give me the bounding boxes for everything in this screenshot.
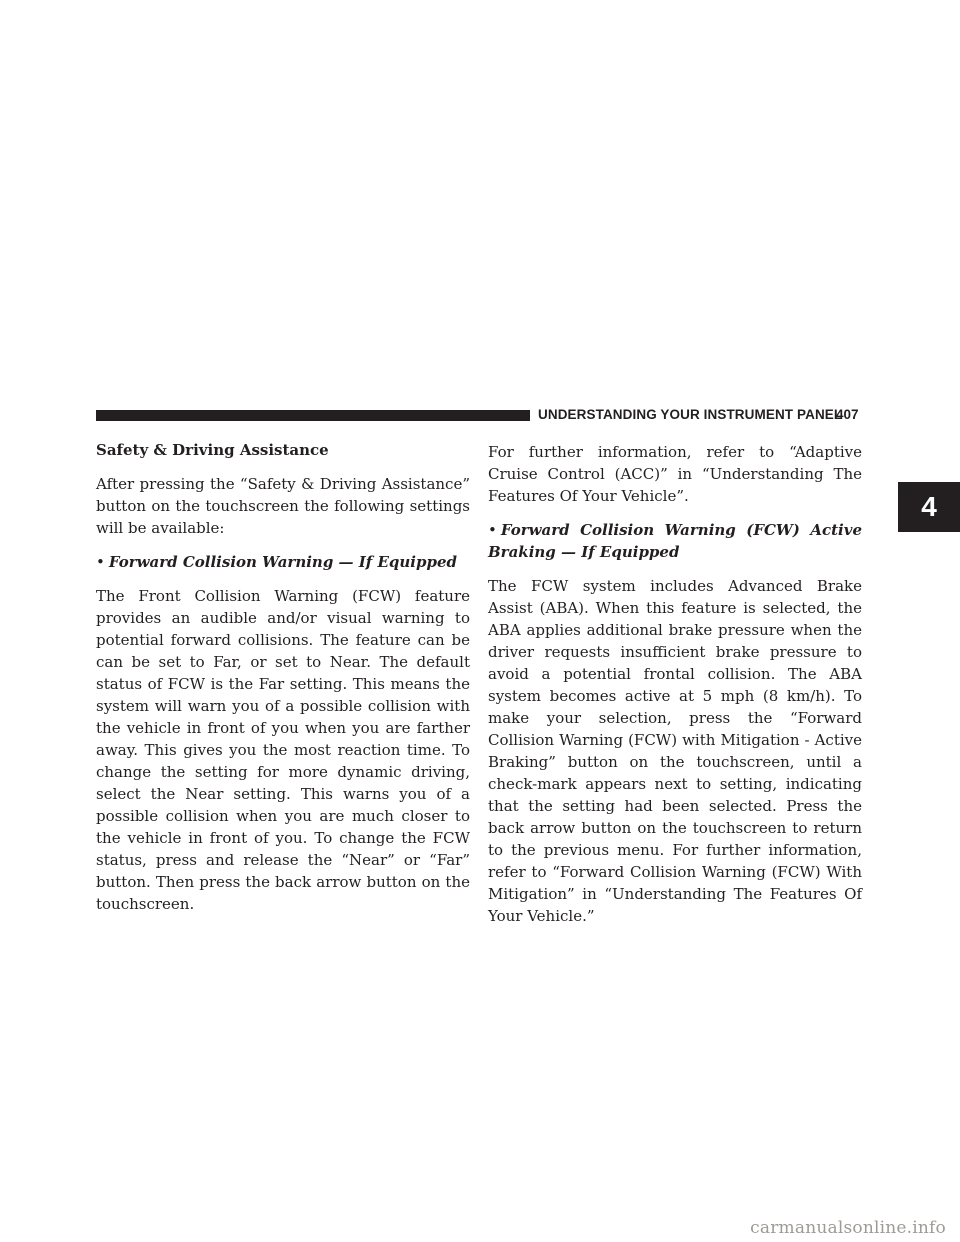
- bullet-icon: •: [96, 553, 105, 571]
- page-number: 407: [836, 407, 859, 422]
- left-column: [96, 439, 470, 927]
- bullet-heading-text: Forward Collision Warning (FCW) Active Braking — If Equipped: [488, 521, 862, 561]
- running-header-title: UNDERSTANDING YOUR INSTRUMENT PANEL: [538, 407, 843, 422]
- intro-paragraph: After pressing the “Safety & Driving Assistance” button on the touchscreen the following settings will be available:: [96, 475, 470, 537]
- bullet-heading-active-braking: [488, 519, 862, 563]
- chapter-tab: [898, 482, 960, 532]
- right-column: [488, 441, 862, 939]
- bullet-heading-fcw: [96, 551, 470, 573]
- section-heading: Safety & Driving Assistance: [96, 441, 329, 459]
- reference-paragraph: For further information, refer to “Adaptive Cruise Control (ACC)” in “Understanding The Features Of Your Vehicle”.: [488, 443, 862, 505]
- body-paragraph: The Front Collision Warning (FCW) feature provides an audible and/or visual warning to potential forward collisions. The feature can be can be set to Far, or set to Near. The default status of FCW is the Far setting. This means the system will warn you of a possible collision with the vehicle in front of you when you are farther away. This gives you the most reaction time. To change the setting for more dynamic driving, select the Near setting. This warns you of a possible collision when you are much closer to the vehicle in front of you. To change the FCW status, press and release the “Near” or “Far” button. Then press the back arrow button on the touchscreen.: [96, 587, 470, 913]
- header-rule: [96, 410, 530, 421]
- body-paragraph: The FCW system includes Advanced Brake Assist (ABA). When this feature is selected, the ABA applies additional brake pressure when the driver requests insufficient brake pressure to avoid a potential frontal collision. The ABA system becomes active at 5 mph (8 km/h). To make your selection, press the “Forward Collision Warning (FCW) with Mitigation - Active Braking” button on the touchscreen, until a check-mark appears next to setting, indicating that the setting had been selected. Press the back arrow button on the touchscreen to return to the previous menu. For further information, refer to “Forward Collision Warning (FCW) With Mitigation” in “Understanding The Features Of Your Vehicle.”: [488, 577, 862, 925]
- bullet-heading-text: Forward Collision Warning — If Equipped: [108, 553, 457, 571]
- watermark-link[interactable]: carmanualsonline.info: [750, 1218, 946, 1238]
- chapter-number: 4: [921, 491, 937, 522]
- bullet-icon: •: [488, 521, 497, 539]
